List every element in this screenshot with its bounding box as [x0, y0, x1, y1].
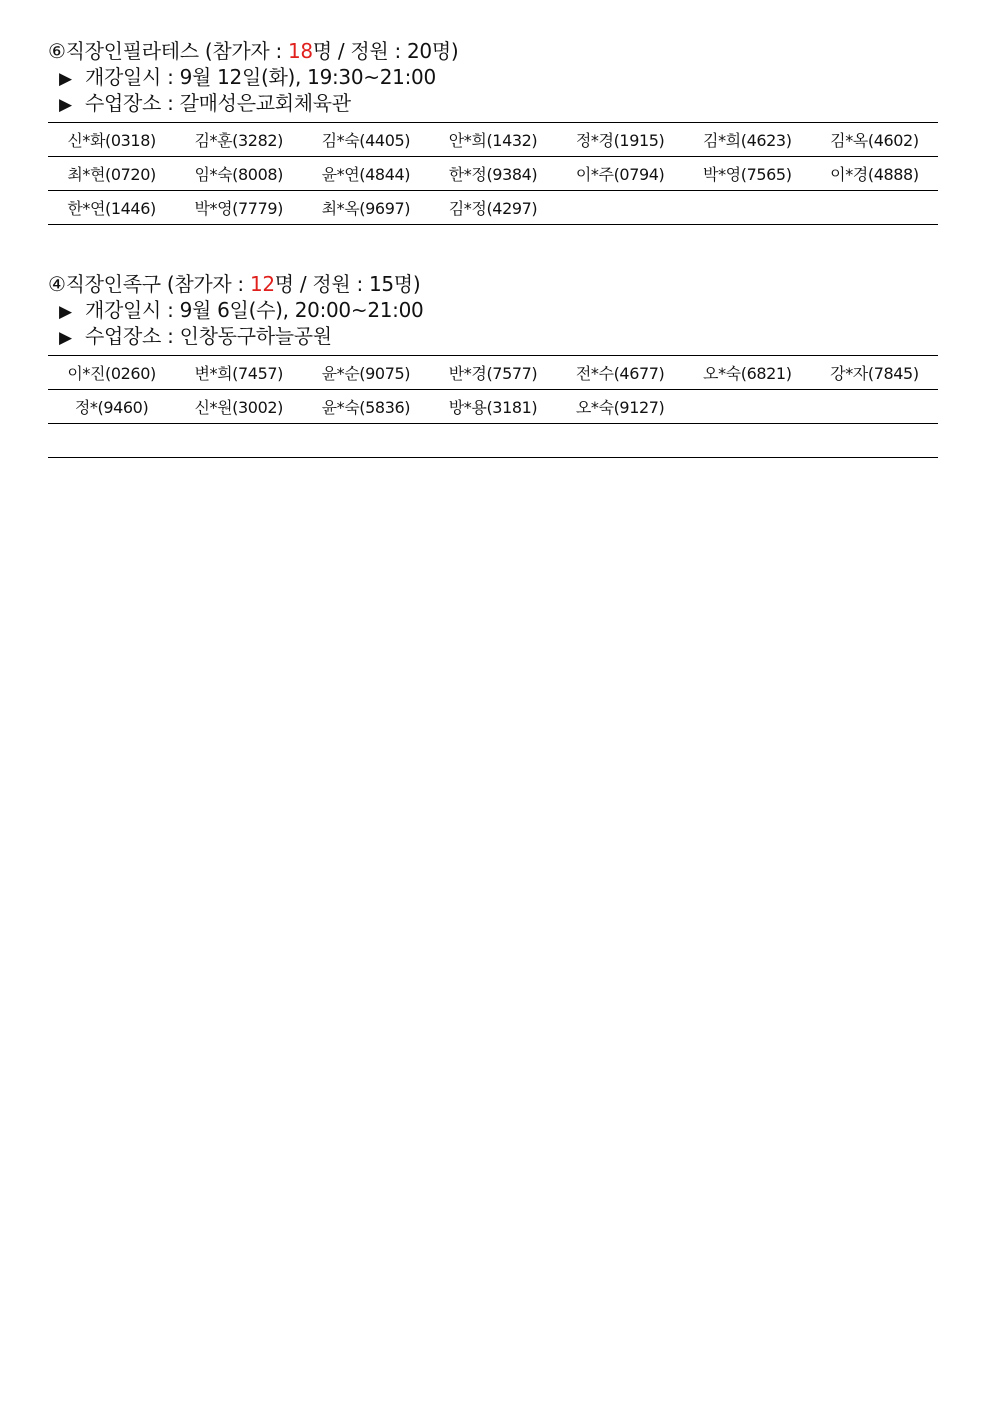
- schedule-line: [48, 297, 938, 323]
- participant-cell: [684, 424, 811, 458]
- participants-count: 18: [287, 39, 313, 63]
- table-row: [48, 390, 938, 424]
- participant-table: [48, 122, 938, 225]
- participant-cell: 윤*숙(5836): [302, 390, 429, 424]
- participant-cell: 윤*연(4844): [302, 157, 429, 191]
- class-section-pilates: [48, 38, 938, 225]
- participant-cell: 오*숙(6821): [684, 356, 811, 390]
- table-row: [48, 157, 938, 191]
- participant-cell: 오*숙(9127): [557, 390, 684, 424]
- arrow-right-icon: ▶: [59, 95, 72, 115]
- table-row: [48, 123, 938, 157]
- participant-cell: [811, 390, 938, 424]
- participant-cell: 이*주(0794): [557, 157, 684, 191]
- class-title: [48, 38, 938, 64]
- table-row: [48, 191, 938, 225]
- participant-cell: [557, 191, 684, 225]
- schedule-text: 개강일시 : 9월 12일(화), 19:30~21:00: [85, 65, 436, 89]
- participant-cell: [302, 424, 429, 458]
- class-name: 직장인족구: [65, 272, 161, 296]
- participant-cell: 강*자(7845): [811, 356, 938, 390]
- participant-cell: 김*숙(4405): [302, 123, 429, 157]
- participants-count: 12: [249, 272, 275, 296]
- participants-prefix: (참가자 :: [166, 272, 250, 296]
- participant-cell: 김*훈(3282): [175, 123, 302, 157]
- participant-cell: [811, 424, 938, 458]
- participants-prefix: (참가자 :: [204, 39, 288, 63]
- participant-cell: [557, 424, 684, 458]
- participant-cell: 방*용(3181): [429, 390, 556, 424]
- location-text: 수업장소 : 인창동구하늘공원: [85, 324, 332, 348]
- participant-cell: 김*희(4623): [684, 123, 811, 157]
- participant-cell: 한*정(9384): [429, 157, 556, 191]
- participant-cell: [175, 424, 302, 458]
- participant-cell: 이*경(4888): [811, 157, 938, 191]
- participant-cell: 최*현(0720): [48, 157, 175, 191]
- arrow-right-icon: ▶: [59, 69, 72, 89]
- location-line: [48, 90, 938, 116]
- class-number-marker: ⑥: [48, 39, 66, 63]
- participant-cell: 박*영(7565): [684, 157, 811, 191]
- participant-cell: 김*정(4297): [429, 191, 556, 225]
- participant-cell: [48, 424, 175, 458]
- participant-cell: 안*희(1432): [429, 123, 556, 157]
- table-row: [48, 424, 938, 458]
- participant-cell: 반*경(7577): [429, 356, 556, 390]
- participant-cell: 한*연(1446): [48, 191, 175, 225]
- schedule-line: [48, 64, 938, 90]
- class-title: [48, 271, 938, 297]
- participant-cell: 윤*순(9075): [302, 356, 429, 390]
- arrow-right-icon: ▶: [59, 328, 72, 348]
- participant-cell: 변*희(7457): [175, 356, 302, 390]
- participants-suffix: 명 / 정원 : 20명): [312, 39, 459, 63]
- class-section-footvolley: [48, 271, 938, 458]
- participant-cell: [684, 390, 811, 424]
- participant-table: [48, 355, 938, 458]
- participant-cell: 정*(9460): [48, 390, 175, 424]
- participants-suffix: 명 / 정원 : 15명): [274, 272, 421, 296]
- schedule-text: 개강일시 : 9월 6일(수), 20:00~21:00: [85, 298, 424, 322]
- participant-cell: [811, 191, 938, 225]
- participant-cell: 정*경(1915): [557, 123, 684, 157]
- participant-cell: 임*숙(8008): [175, 157, 302, 191]
- participant-cell: 박*영(7779): [175, 191, 302, 225]
- participant-cell: 이*진(0260): [48, 356, 175, 390]
- location-line: [48, 323, 938, 349]
- class-number-marker: ④: [48, 272, 66, 296]
- participant-cell: 신*원(3002): [175, 390, 302, 424]
- participant-cell: [684, 191, 811, 225]
- class-name: 직장인필라테스: [65, 39, 199, 63]
- participant-cell: [429, 424, 556, 458]
- location-text: 수업장소 : 갈매성은교회체육관: [85, 91, 351, 115]
- participant-cell: 김*옥(4602): [811, 123, 938, 157]
- participant-cell: 최*옥(9697): [302, 191, 429, 225]
- arrow-right-icon: ▶: [59, 302, 72, 322]
- table-row: [48, 356, 938, 390]
- participant-cell: 전*수(4677): [557, 356, 684, 390]
- participant-cell: 신*화(0318): [48, 123, 175, 157]
